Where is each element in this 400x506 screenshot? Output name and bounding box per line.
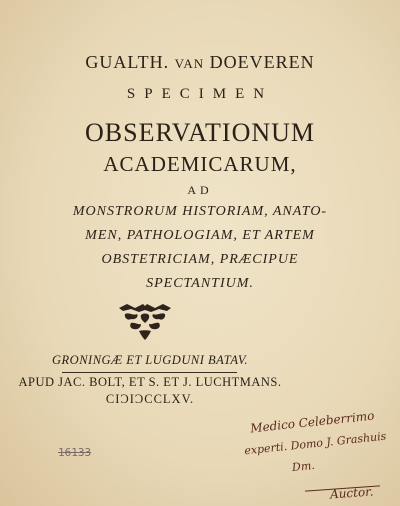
title-ad: AD [187, 183, 213, 197]
title-observationum: OBSERVATIONUM [84, 118, 316, 147]
subtitle-line-3: OBSTETRICIAM, PRÆCIPUE [101, 252, 299, 267]
inscription-line-3: Dm. [291, 458, 316, 475]
author-last: DOEVEREN [209, 52, 315, 72]
imprint-year: CIƆIƆCCLXV. [105, 392, 195, 406]
author-name [0, 52, 400, 73]
author-van: VAN [174, 56, 205, 71]
imprint-place: GRONINGÆ ET LUGDUNI BATAV. [52, 353, 248, 367]
inscription-signature: Auctor. [329, 484, 374, 502]
title-specimen: SPECIMEN [126, 86, 274, 102]
imprint-printers: APUD JAC. BOLT, ET S. ET J. LUCHTMANS. [18, 375, 282, 389]
library-stamp: 16133 [58, 446, 92, 459]
inscription-line-2: experti. Domo J. Grashuis [243, 429, 387, 458]
inscription-line-1: Medico Celeberrimo [249, 408, 375, 436]
subtitle-line-1: MONSTRORUM HISTORIAM, ANATO- [72, 204, 328, 219]
imprint-rule [62, 372, 237, 373]
author-first: GUALTH. [85, 52, 170, 72]
subtitle-line-4: SPECTANTIUM. [146, 276, 254, 291]
printers-ornament-icon [115, 302, 175, 342]
title-academicarum: ACADEMICARUM, [103, 152, 297, 176]
subtitle-line-2: MEN, PATHOLOGIAM, ET ARTEM [85, 228, 315, 243]
